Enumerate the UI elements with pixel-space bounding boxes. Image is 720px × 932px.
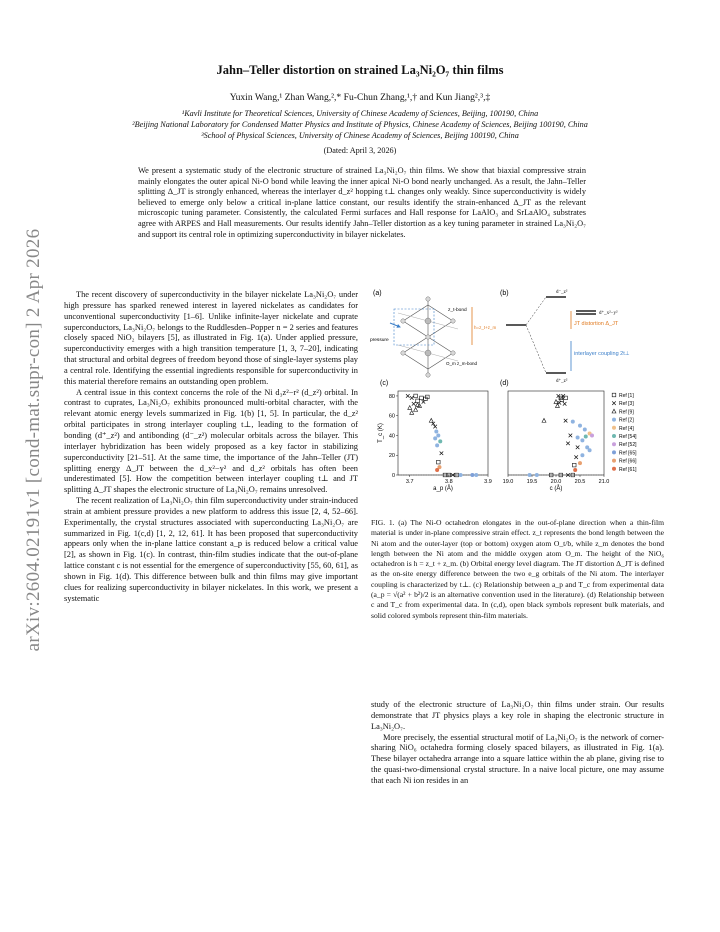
- legend-entry: Ref [66]: [619, 458, 637, 465]
- dz-antibonding-label: d⁻_z²: [556, 290, 568, 295]
- body-right-column: [371, 700, 664, 787]
- x-tick-label: 20.0: [550, 479, 562, 485]
- data-point: [576, 446, 580, 450]
- zt-bond-label: z_t-bond: [448, 308, 467, 313]
- legend-entry: Ref [9]: [619, 409, 634, 416]
- dz-bonding-label: d⁺_z²: [556, 379, 568, 384]
- interlayer-coupling-label: interlayer coupling 2t⊥: [574, 351, 630, 357]
- legend-marker: [612, 450, 616, 454]
- data-point: [414, 394, 418, 398]
- legend-marker: [612, 434, 616, 438]
- data-point: [434, 430, 438, 434]
- legend-marker: [612, 393, 616, 397]
- legend-marker: [612, 401, 616, 405]
- data-point: [555, 404, 559, 408]
- legend-marker: [612, 467, 616, 471]
- data-point: [437, 460, 441, 464]
- legend-entry: Ref [3]: [619, 401, 634, 408]
- arxiv-id: arXiv:2604.02191v1 [cond-mat.supr-con] 2 Apr 2026: [23, 228, 44, 652]
- panel-label-a: (a): [373, 290, 382, 297]
- data-point: [588, 448, 592, 452]
- arxiv-sidebar: [14, 200, 54, 680]
- legend-entry: Ref [54]: [619, 434, 637, 440]
- data-point: [433, 425, 437, 429]
- affiliation-3: ³School of Physical Sciences, University of Chinese Academy of Sciences, Beijing 100190, China: [201, 131, 519, 140]
- legend-entry: Ref [2]: [619, 417, 634, 424]
- paragraph: More precisely, the essential structural motif of La₃Ni₂O₇ is the network of corner-sharing NiO₆ octahedra forming closely spaced bilayers, as illustrated in Fig. 1(a). These bilayer octahedra arrange into a square lattice within the ab plane, giving rise to the quasi-two-dimensional crystal structure. In a naive local picture, one may assume that each Ni ion resides in an: [371, 732, 664, 785]
- data-point: [554, 400, 558, 404]
- data-point: [542, 418, 546, 422]
- energy-level-diagram: [506, 289, 630, 384]
- scatter-plot-c: [378, 391, 492, 492]
- data-point: [440, 451, 444, 455]
- data-point: [433, 436, 437, 440]
- h-label: h=z_t+z_m: [474, 325, 497, 330]
- legend-entry: Ref [65]: [619, 450, 637, 457]
- dated-line: (Dated: April 3, 2026): [323, 146, 397, 155]
- data-point: [429, 418, 433, 422]
- x-axis-label: a_p (Å): [433, 486, 453, 492]
- dx2-label: d⁺_x²−y²: [599, 311, 618, 316]
- x-tick-label: 3.7: [405, 479, 414, 485]
- figure-1: [368, 283, 668, 508]
- data-point: [406, 394, 410, 398]
- figure-caption: FIG. 1. (a) The Ni-O octahedron elongates in the out-of-plane direction when a thin-film material is under in-plane compressive strain effect. z_t represents the bond length between the Ni atom and the outer-layer (top or bottom) oxygen atom O_t/b, while z_m denotes the bond length between the Ni atom and the middle oxygen atom O_m. The height of the NiO₆ octahedron is h = z_t + z_m. (b) Orbital energy level diagram. The JT distortion Δ_JT is defined as the on-site energy difference between the two e_g orbitals of the Ni atom. The interlayer coupling is characterized by t⊥. (c) Relationship between a_p and T_c from experimental data (a_p = √(a² + b²)/2 is an alternative convention used in the literature). (d) Relationship between c and T_c from experimental data. In (c,d), open black symbols represent bulk materials, and solid colored symbols represent thin-film materials.: [371, 518, 664, 620]
- zm-bond-label: O_m z_m-bond: [446, 361, 478, 366]
- y-tick-label: 80: [388, 393, 395, 400]
- data-point: [584, 434, 588, 438]
- data-point: [580, 453, 584, 457]
- plot-frame: [398, 391, 488, 475]
- affiliation-2: ²Beijing National Laboratory for Condensed Matter Physics and Institute of Physics, Chinese Academy of Sciences, Beijing 100190, China: [132, 120, 588, 129]
- data-point: [572, 463, 576, 467]
- octahedra-illustration: [370, 297, 497, 377]
- data-point: [535, 473, 539, 477]
- legend-entry: Ref [52]: [619, 442, 637, 449]
- data-point: [420, 396, 424, 400]
- y-axis-label: T_c (K): [378, 423, 384, 443]
- data-point: [571, 420, 575, 424]
- y-tick-label: 0: [391, 473, 395, 479]
- x-tick-label: 21.0: [598, 479, 610, 485]
- data-point: [410, 396, 414, 400]
- legend-marker: [612, 442, 616, 446]
- legend-entry: Ref [1]: [619, 393, 634, 399]
- data-point: [408, 406, 412, 410]
- paragraph: The recent realization of La₃Ni₂O₇ thin film superconductivity under strain-induced strain at ambient pressure provides a new platform to address this issue [2, 4, 52–66]. Experimentally, the crystal structures associated with superconducting La₃Ni₂O₇ are summarized in Fig. 1(c,d) [1, 2, 12, 61]. It has been proposed that superconductivity appears only when the in-plane lattice constant a_p is reduced below a critical value [2], as shown in Fig. 1(c). In contrast, thin-film studies indicate that the out-of-plane lattice constant c is not essential for the emergence of superconductivity [55, 60, 61], as shown in Fig. 1(d). This difference between bulk and thin films may give important clues for realizing superconductivity in bilayer nickelates. In this work, we present a systematic: [64, 496, 358, 603]
- body-left-column: [64, 290, 358, 604]
- x-tick-label: 20.5: [574, 479, 586, 485]
- paper-title: Jahn–Teller distortion on strained La₃Ni₂O₇ thin films: [216, 63, 504, 77]
- data-point: [412, 402, 416, 406]
- x-tick-label: 3.9: [484, 479, 492, 485]
- paragraph: The recent discovery of superconductivity in the bilayer nickelate La₃Ni₂O₇ under high pressure has sparked renewed interest in layered nickelates as candidates for unconventional superconductivity [1–6]. Unlike infinite-layer nickelate and cuprate superconductors, La₃Ni₂O₇ belongs to the Ruddlesden–Popper n = 2 series and features closely spaced NiO₂ bilayers [5], as illustrated in Fig. 1(a). Under applied pressure, superconductivity emerges with a high transition temperature [1, 3, 7–20], indicating that structural and orbital degrees of freedom beyond those of single-layer systems play a central role. Identifying the essential ingredients responsible for superconductivity in this material therefore remains an outstanding open problem.: [64, 290, 358, 386]
- data-point: [590, 433, 594, 437]
- data-point: [578, 424, 582, 428]
- data-point: [438, 439, 442, 443]
- legend-marker: [612, 409, 616, 413]
- scatter-plot-d: [503, 391, 610, 492]
- affiliation-1: ¹Kavli Institute for Theoretical Sciences, University of Chinese Academy of Sciences, Beijing, 100190, China: [181, 109, 539, 118]
- data-point: [414, 408, 418, 412]
- y-tick-label: 20: [388, 453, 395, 460]
- data-point: [474, 473, 478, 477]
- data-point: [578, 461, 582, 465]
- legend-marker: [612, 426, 616, 430]
- paragraph: A central issue in this context concerns the role of the Ni d₃z²−r² (d_z²) orbital. In contrast to cuprates, La₃Ni₂O₇ exhibits pronounced multi-orbital character, with the relevant atomic energy levels summarized in Fig. 1(b) [1, 5]. In particular, the d_z² orbital participates in strong interlayer coupling t⊥, leading to the formation of bonding (d⁺_z²) and antibonding (d⁻_z²) molecular orbitals across the bilayer. This interlayer hybridization has been widely proposed as a key factor in stabilizing superconductivity [21–51]. At the same time, the importance of the Jahn–Teller (JT) splitting energy Δ_JT between the d_x²−y² and d_z² orbitals has often been underestimated [5]. How the competition between interlayer coupling t⊥ and JT splitting Δ_JT shapes the electronic structure of La₃Ni₂O₇ remains unresolved.: [64, 387, 358, 495]
- panel-label-c: (c): [380, 380, 389, 387]
- data-point: [563, 402, 567, 406]
- data-point: [576, 435, 580, 439]
- data-point: [470, 473, 474, 477]
- x-tick-label: 19.0: [502, 479, 514, 485]
- pressure-label: pressure: [370, 338, 389, 343]
- data-point: [566, 442, 570, 446]
- data-point: [459, 473, 463, 477]
- data-point: [435, 443, 439, 447]
- author-list: Yuxin Wang,¹ Zhan Wang,²,* Fu-Chun Zhang,¹,† and Kun Jiang²,³,‡: [229, 92, 491, 103]
- x-axis-label: c (Å): [549, 486, 563, 492]
- data-point: [580, 438, 584, 442]
- panel-label-d: (d): [500, 380, 509, 387]
- data-point: [573, 468, 577, 472]
- panel-label-b: (b): [500, 290, 509, 297]
- data-point: [528, 473, 532, 477]
- y-tick-label: 60: [388, 413, 395, 420]
- data-point: [564, 419, 568, 423]
- abstract: We present a systematic study of the electronic structure of strained La₃Ni₂O₇ thin films. We show that biaxial compressive strain mainly elongates the outer apical Ni-O bond while leaving the inner apical Ni-O bond nearly unchanged. As a result, the Jahn–Teller splitting Δ_JT is strongly enhanced, whereas the interlayer d_z² hopping t⊥ changes only weakly. Since superconductivity is widely believed to emerge only below a critical in-plane lattice constant, our results identify the strain-enhanced Δ_JT as the relevant microscopic tuning parameter. Consistently, the calculated Fermi surfaces and Hall response for LaAlO₃ and SrLaAlO₄ substrates agree with ARPES and Hall measurements. Our results identify Jahn–Teller distortion as a key tuning parameter in strained La₃Ni₂O₇ and support its central role in optimizing superconductivity in bilayer nickelates.: [138, 166, 586, 239]
- data-point: [569, 434, 573, 438]
- legend-marker: [612, 459, 616, 463]
- chart-legend: [612, 393, 637, 473]
- data-point: [410, 411, 414, 415]
- x-tick-label: 3.8: [445, 479, 453, 485]
- y-tick-label: 40: [388, 433, 395, 440]
- data-point: [583, 428, 587, 432]
- x-tick-label: 19.5: [526, 479, 538, 485]
- legend-marker: [612, 418, 616, 422]
- data-point: [574, 455, 578, 459]
- jt-distortion-label: JT distortion Δ_JT: [574, 321, 619, 327]
- legend-entry: Ref [4]: [619, 425, 634, 432]
- data-point: [436, 433, 440, 437]
- data-point: [435, 468, 439, 472]
- paragraph: study of the electronic structure of La₃Ni₂O₇ thin films under strain. Our results demonstrate that JT physics plays a key role in shaping the electronic structure in La₃Ni₂O₇.: [371, 700, 664, 731]
- legend-entry: Ref [61]: [619, 466, 637, 473]
